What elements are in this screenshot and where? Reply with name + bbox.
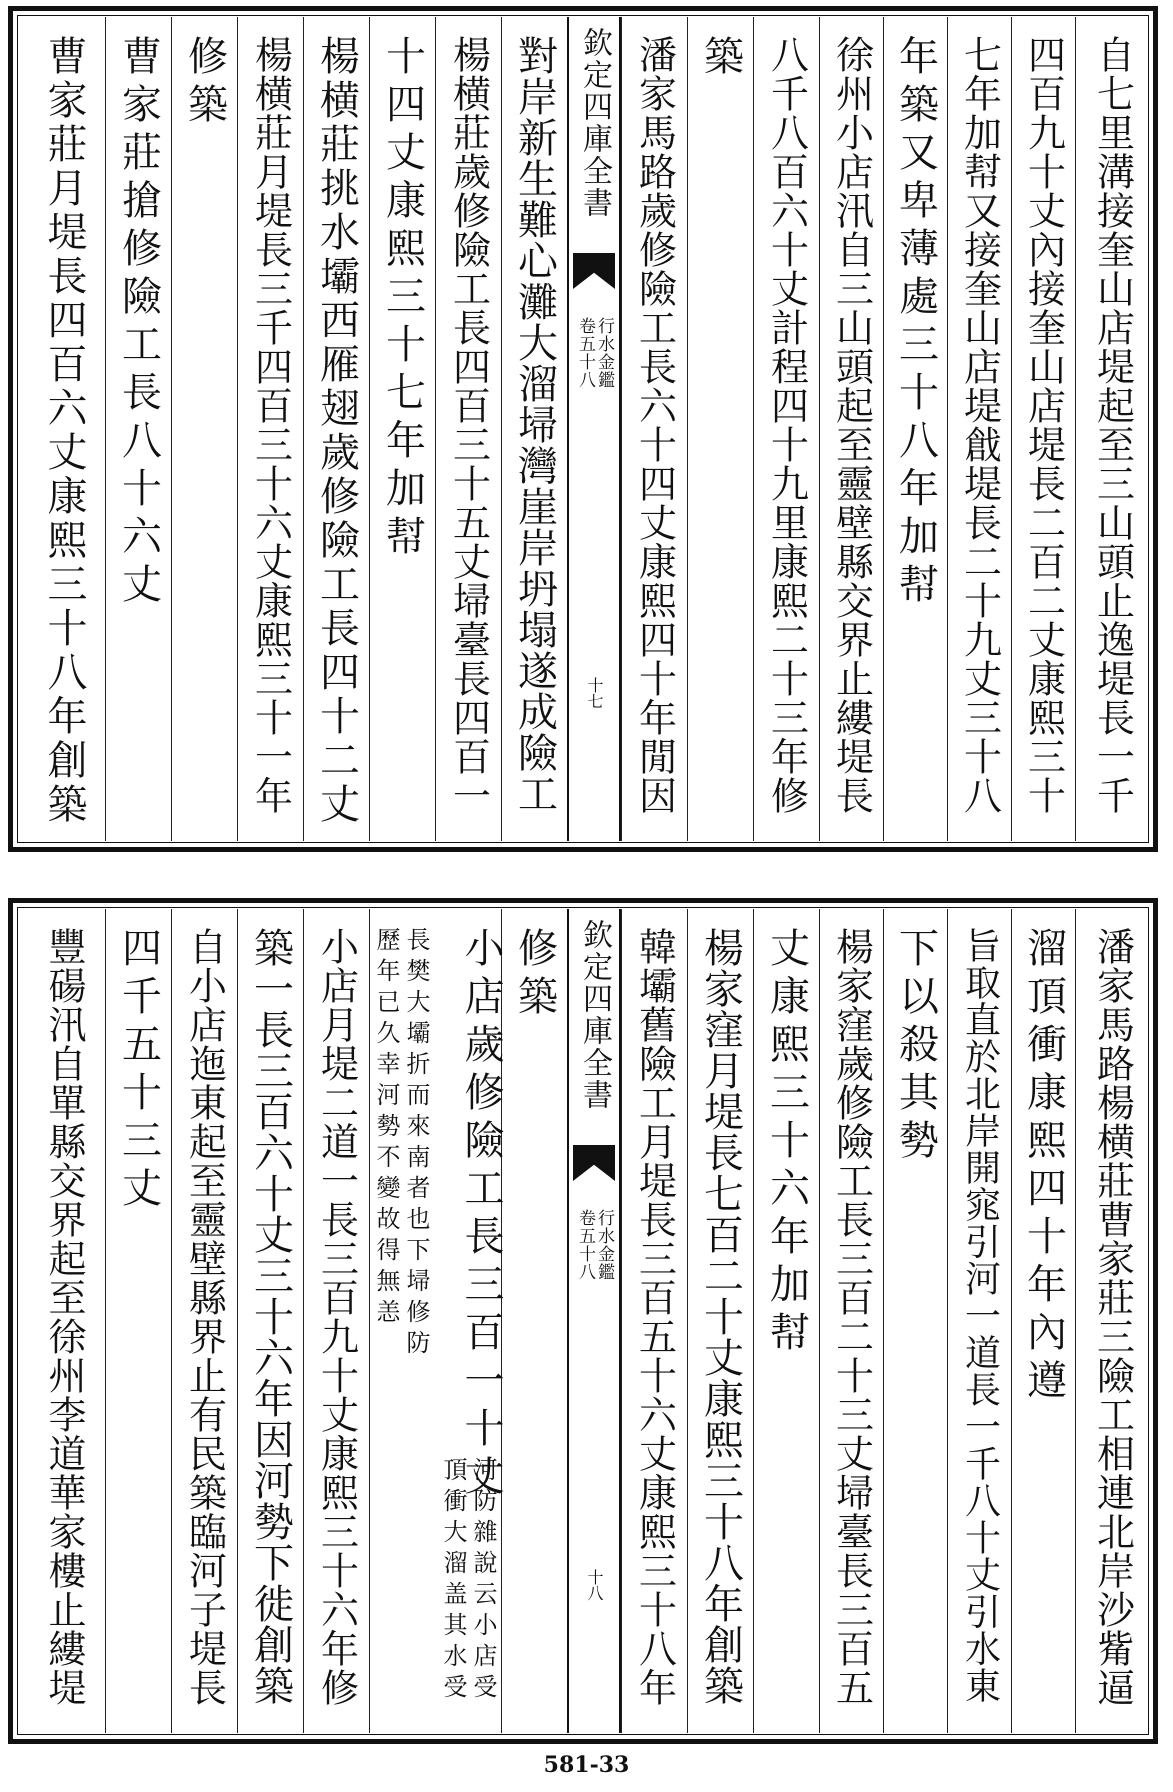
book-title: 欽定四庫全書 (577, 27, 612, 219)
text-column (1075, 909, 1149, 1733)
meta-line: 行水金鑑 (594, 1209, 614, 1281)
column-text: 楊横莊歲修險工長四百三十五丈埽臺長四百一 (446, 35, 491, 815)
column-text: 楊家窪歲修險工長三百二十三丈埽臺長三百五 (829, 927, 874, 1707)
column-text: 自小店迤東起至靈壁縣界止有民築臨河子堤長 (182, 927, 227, 1707)
column-text: 潘家馬路歲修險工長六十四丈康熙四十年閒因 (632, 35, 677, 815)
text-column (687, 17, 753, 841)
column-text: 十四丈康熙三十七年加幇 (379, 35, 426, 563)
column-text: 自七里溝接奎山店堤起至三山頭止逸堤長一千 (1090, 35, 1135, 815)
column-text: 七年加幇又接奎山店堤戧堤長二十九丈三十八 (957, 35, 1002, 815)
text-column (819, 17, 883, 841)
column-text: 年築又卑薄處三十八年加幇 (892, 35, 939, 611)
text-column (23, 17, 105, 841)
column-text: 對岸新生難心灘大溜埽灣崖岸坍塌遂成險工 (511, 35, 558, 814)
column-text: 楊横莊挑水壩西雁翅歲修險工長四十二丈 (313, 35, 360, 827)
column-text: 楊横莊月堤長三千四百三十六丈康熙三十一年 (248, 35, 293, 815)
column-text: 曹家莊搶修險工長八十六丈 (115, 35, 162, 611)
text-column (1011, 17, 1075, 841)
note-line: 歷年已久幸河勢不變故得無恙 (372, 927, 400, 1330)
text-column (621, 909, 687, 1733)
text-column (883, 909, 947, 1733)
text-column (947, 17, 1011, 841)
text-column (501, 17, 567, 841)
text-column (237, 17, 303, 841)
text-column (1011, 909, 1075, 1733)
column-text: 徐州小店汛自三山頭起至靈壁縣交界止縷堤長 (829, 35, 874, 815)
page-number: 581-33 (543, 1752, 630, 1778)
interlinear-note (374, 927, 428, 1361)
column-text: 築 (697, 35, 744, 83)
text-column (105, 909, 171, 1733)
column-text: 修築 (181, 35, 228, 131)
leaf-number: 十七 (585, 677, 604, 709)
text-column (303, 909, 369, 1733)
text-column (883, 17, 947, 841)
page-bottom (8, 898, 1158, 1744)
text-column (501, 909, 567, 1733)
column-text: 小店歲修險工長三百一十丈 (458, 927, 504, 1503)
text-column (819, 909, 883, 1733)
column-text: 旨取直於北岸開窕引河一道長一千八十丈引水東 (959, 927, 1001, 1704)
text-column (303, 17, 369, 841)
center-fold (567, 909, 621, 1733)
meta-line: 卷五十八 (575, 317, 595, 389)
interlinear-note (441, 1457, 495, 1705)
text-column (753, 17, 819, 841)
text-column (237, 909, 303, 1733)
text-column (947, 909, 1011, 1733)
column-text: 四千五十三丈 (115, 927, 162, 1215)
meta-line: 行水金鑑 (594, 317, 614, 389)
book-title: 欽定四庫全書 (577, 919, 612, 1111)
note-line: 頂衝大溜盖其水受 (439, 1457, 467, 1705)
column-text: 韓壩舊險工月堤長三百五十六丈康熙三十八年 (632, 927, 677, 1707)
column-text: 小店月堤二道一長三百九十丈康熙三十六年修 (314, 927, 359, 1707)
column-text: 築一長三百六十丈三十六年因河勢下徙創築 (247, 927, 294, 1706)
text-column (687, 909, 753, 1733)
column-text: 溜頂衝康熙四十年內遵 (1020, 927, 1067, 1407)
column-text: 下以殺其勢 (892, 927, 939, 1167)
text-column (753, 909, 819, 1733)
column-text: 楊家窪月堤長七百二十丈康熙三十八年創築 (697, 927, 744, 1706)
column-text: 丈康熙三十六年加幇 (763, 927, 810, 1359)
leaf-number: 十八 (585, 1569, 604, 1601)
column-text: 曹家莊月堤長四百六丈康熙三十八年創築 (41, 35, 87, 827)
text-column (369, 17, 435, 841)
text-column (621, 17, 687, 841)
text-column (171, 17, 237, 841)
page-top (8, 6, 1158, 852)
text-column (171, 909, 237, 1733)
note-line: 河防雜說云小店受 (469, 1457, 497, 1705)
fishtail-mark (573, 1145, 615, 1181)
text-column (1075, 17, 1149, 841)
text-column (435, 17, 501, 841)
column-text: 修築 (511, 927, 558, 1023)
column-text: 潘家馬路楊横莊曹家莊三險工相連北岸沙觜逼 (1090, 927, 1135, 1707)
column-text: 八千八百六十丈計程四十九里康熙二十三年修 (764, 35, 809, 815)
annotated-column (369, 909, 504, 1733)
volume-meta (576, 317, 612, 389)
center-fold (567, 17, 621, 841)
volume-meta (576, 1209, 612, 1281)
column-text: 豐碭汛自單縣交界起至徐州李道華家樓止縷堤 (42, 927, 86, 1707)
text-column (23, 909, 105, 1733)
text-column (105, 17, 171, 841)
fishtail-mark (573, 253, 615, 289)
note-line: 長樊大壩折而來南者也下埽修防 (402, 927, 430, 1361)
column-text: 四百九十丈內接奎山店堤長二百二丈康熙三十 (1021, 35, 1066, 815)
meta-line: 卷五十八 (575, 1209, 595, 1281)
